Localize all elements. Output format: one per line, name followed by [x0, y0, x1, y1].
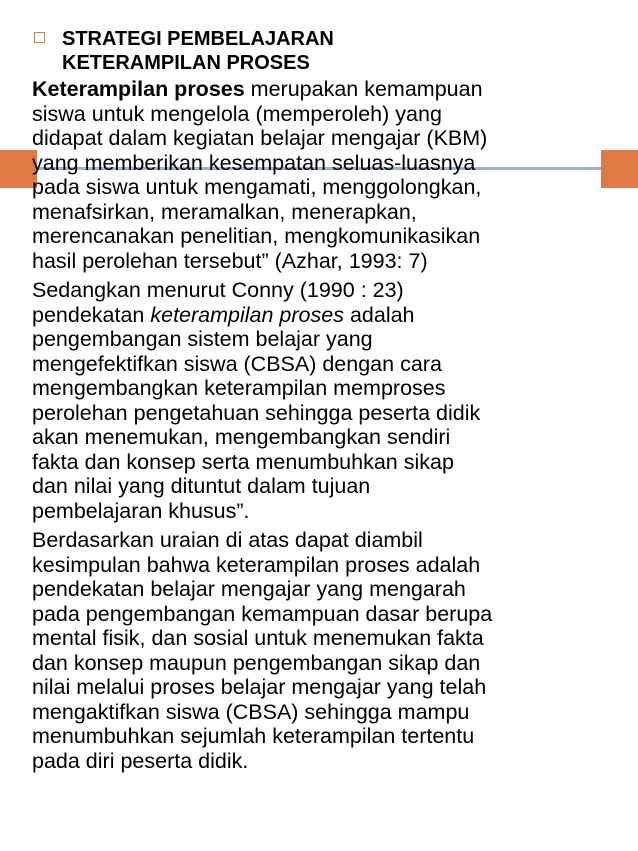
paragraph-definition [32, 77, 622, 273]
text-line: dan nilai yang dituntut dalam tujuan [32, 474, 371, 498]
paragraph-conny [32, 278, 622, 523]
text-line: pendekatan keterampilan proses adalah [32, 302, 415, 327]
title-line-2: KETERAMPILAN PROSES [62, 52, 310, 74]
square-bullet-icon [34, 32, 45, 43]
text-line: Keterampilan proses merupakan kemampuan [32, 77, 483, 101]
text-line: nilai melalui proses belajar mengajar yang telah [32, 675, 487, 699]
text-line: fakta dan konsep serta menumbuhkan sikap [32, 449, 454, 474]
text-line: mental fisik, dan sosial untuk menemukan fakta [32, 626, 484, 650]
text-line: hasil perolehan tersebut” (Azhar, 1993: 7) [32, 248, 428, 273]
text-line: dan konsep maupun pengembangan sikap dan [32, 650, 481, 675]
bold-term: Keterampilan proses [32, 77, 245, 101]
paragraph-conclusion [32, 528, 622, 773]
text-line: pada pengembangan kemampuan dasar berupa [32, 601, 493, 626]
title-line-1: STRATEGI PEMBELAJARAN [62, 28, 334, 50]
text-line: didapat dalam kegiatan belajar mengajar (KBM) [32, 126, 488, 150]
slide-title [32, 27, 622, 75]
text-line: mengembangkan keterampilan memproses [32, 376, 446, 400]
text-line: kesimpulan bahwa keterampilan proses adalah [32, 552, 481, 577]
text-line: menumbuhkan sejumlah keterampilan tertentu [32, 724, 475, 748]
text-line: merencanakan penelitian, mengkomunikasikan [32, 224, 481, 248]
text-line: akan menemukan, mengembangkan sendiri [32, 425, 451, 449]
text-line: siswa untuk mengelola (memperoleh) yang [32, 101, 442, 126]
text-line: menafsirkan, meramalkan, menerapkan, [32, 199, 417, 224]
text-line: pada diri peserta didik. [32, 748, 249, 773]
text-line: pengembangan sistem belajar yang [32, 327, 373, 351]
text-line: Berdasarkan uraian di atas dapat diambil [32, 528, 423, 552]
text-line: pembelajaran khusus”. [32, 498, 250, 523]
italic-term: keterampilan proses [150, 302, 344, 327]
text-line: pada siswa untuk mengamati, menggolongkan, [32, 175, 482, 199]
text-line: yang memberikan kesempatan seluas-luasnya [32, 150, 476, 175]
text-line: pendekatan belajar mengajar yang mengarah [32, 577, 466, 601]
text-line: mengaktifkan siswa (CBSA) sehingga mampu [32, 699, 470, 724]
slide-content [32, 27, 622, 778]
text-line: perolehan pengetahuan sehingga peserta didik [32, 400, 481, 425]
text-line: mengefektifkan siswa (CBSA) dengan cara [32, 351, 442, 376]
text-line: Sedangkan menurut Conny (1990 : 23) [32, 278, 404, 302]
